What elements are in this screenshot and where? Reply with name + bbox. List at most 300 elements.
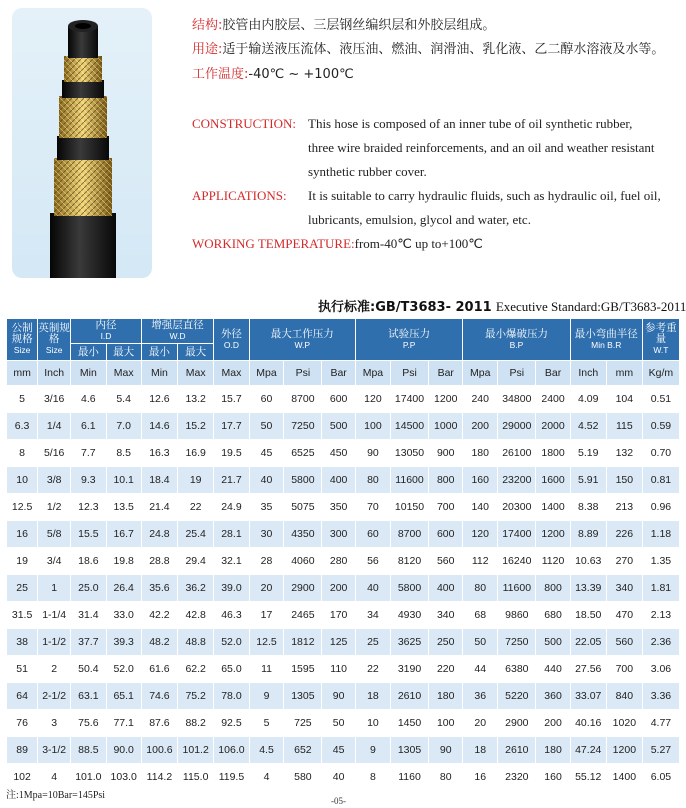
header-wt [643,319,679,360]
unit-cell: Bar [322,361,355,385]
table-row [7,413,679,439]
table-cell: 9860 [498,602,535,628]
table-cell: 17.7 [214,413,248,439]
table-cell: 470 [607,602,642,628]
table-cell: 1200 [607,737,642,763]
table-cell: 5.27 [643,737,679,763]
table-cell: 1800 [536,440,569,466]
table-cell: 6.1 [71,413,105,439]
table-cell: 1.18 [643,521,679,547]
unit-cell: Min [71,361,105,385]
table-cell: 21.7 [214,467,248,493]
table-cell: 19.5 [214,440,248,466]
table-cell: 500 [536,629,569,655]
table-cell: 4.6 [71,386,105,412]
table-cell: 29.4 [178,548,213,574]
table-cell: 8700 [391,521,428,547]
table-cell: 1000 [429,413,462,439]
table-cell: 0.81 [643,467,679,493]
table-cell: 11600 [498,575,535,601]
table-cell: 560 [429,548,462,574]
table-cell: 44 [463,656,497,682]
header-id [71,319,141,343]
cn-applications [192,38,664,57]
standard-code: GB/T3683- 2011 [375,300,492,315]
table-cell: 1200 [429,386,462,412]
table-cell: 3.36 [643,683,679,709]
en-temperature [192,236,483,252]
table-cell: 20 [463,710,497,736]
table-cell: 13.5 [107,494,141,520]
cn-temperature-label: 工作温度: [192,67,249,82]
table-cell: 1-1/2 [38,629,70,655]
table-cell: 25.4 [178,521,213,547]
table-cell: 40 [322,764,355,790]
table-cell: 3/16 [38,386,70,412]
table-cell: 90 [429,737,462,763]
table-cell: 10150 [391,494,428,520]
table-cell: 48.2 [142,629,177,655]
table-cell: 100 [356,413,390,439]
table-cell: 19.8 [107,548,141,574]
table-cell: 31.4 [71,602,105,628]
table-cell: 74.6 [142,683,177,709]
table-cell: 7.7 [71,440,105,466]
unit-cell: Mpa [463,361,497,385]
table-cell: 1120 [536,548,569,574]
table-cell: 200 [536,710,569,736]
table-cell: 14500 [391,413,428,439]
cn-applications-text: 适于输送液压流体、液压油、燃油、润滑油、乳化液、乙二醇水溶液及水等。 [222,42,665,57]
table-cell: 7250 [284,413,321,439]
table-cell: 15.2 [178,413,213,439]
unit-cell: Inch [571,361,606,385]
en-construction-line-2: three wire braided reinforcements, and an oil and weather resistant [308,140,655,155]
table-cell: 60 [250,386,284,412]
table-cell: 5.19 [571,440,606,466]
table-cell: 8.38 [571,494,606,520]
table-cell: 5220 [498,683,535,709]
table-cell: 16.3 [142,440,177,466]
unit-cell: Psi [498,361,535,385]
table-cell: 110 [322,656,355,682]
cn-applications-label: 用途: [192,42,223,57]
header-wt-cn: 参考重量 [645,322,677,345]
table-cell: 5.91 [571,467,606,493]
table-cell: 11 [250,656,284,682]
table-row [7,764,679,790]
table-cell: 32.1 [214,548,248,574]
table-cell: 5 [7,386,37,412]
table-cell: 10 [356,710,390,736]
table-cell: 5.4 [107,386,141,412]
table-cell: 0.96 [643,494,679,520]
table-cell: 140 [463,494,497,520]
table-cell: 125 [322,629,355,655]
table-cell: 23200 [498,467,535,493]
table-cell: 18.50 [571,602,606,628]
table-cell: 450 [322,440,355,466]
table-cell: 34 [356,602,390,628]
table-cell: 35 [250,494,284,520]
table-cell: 39.3 [107,629,141,655]
spec-table-body [7,361,679,790]
header-id-min: 最小 [71,344,105,360]
table-cell: 61.6 [142,656,177,682]
unit-cell: Max [107,361,141,385]
table-cell: 200 [463,413,497,439]
table-cell: 3-1/2 [38,737,70,763]
table-cell: 4 [38,764,70,790]
table-cell: 50.4 [71,656,105,682]
unit-cell: Mpa [356,361,390,385]
table-cell: 2900 [498,710,535,736]
table-cell: 2000 [536,413,569,439]
table-cell: 180 [463,440,497,466]
table-cell: 270 [607,548,642,574]
table-cell: 35.6 [142,575,177,601]
table-cell: 1.35 [643,548,679,574]
table-cell: 114.2 [142,764,177,790]
table-cell: 12.3 [71,494,105,520]
table-cell: 40.16 [571,710,606,736]
table-cell: 28.1 [214,521,248,547]
standard-en: Executive Standard:GB/T3683-2011 [495,299,686,314]
table-cell: 7.0 [107,413,141,439]
header-pp [356,319,462,360]
hose-product-image [12,8,152,278]
table-cell: 170 [322,602,355,628]
table-cell: 6.3 [7,413,37,439]
table-cell: 100 [429,710,462,736]
table-cell: 2610 [391,683,428,709]
table-cell: 220 [429,656,462,682]
spec-table [6,318,680,791]
table-cell: 150 [607,467,642,493]
table-cell: 600 [322,386,355,412]
table-cell: 4930 [391,602,428,628]
header-wd-min: 最小 [142,344,177,360]
table-cell: 46.3 [214,602,248,628]
table-cell: 600 [429,521,462,547]
table-cell: 8.89 [571,521,606,547]
table-cell: 75.2 [178,683,213,709]
table-cell: 51 [7,656,37,682]
unit-cell: Bar [429,361,462,385]
table-cell: 200 [322,575,355,601]
header-pp-cn: 试验压力 [388,327,431,340]
table-cell: 680 [536,602,569,628]
table-cell: 18.4 [142,467,177,493]
table-cell: 6525 [284,440,321,466]
table-cell: 652 [284,737,321,763]
unit-cell: Min [142,361,177,385]
unit-cell: Mpa [250,361,284,385]
header-id-en: I.D [100,331,112,341]
table-cell: 840 [607,683,642,709]
header-bp-en: B.P [509,339,524,350]
table-row [7,467,679,493]
table-cell: 80 [463,575,497,601]
table-cell: 65.1 [107,683,141,709]
unit-note: 注:1Mpa=10Bar=145Psi [6,790,106,801]
table-row [7,521,679,547]
table-cell: 22 [178,494,213,520]
table-cell: 12.5 [7,494,37,520]
table-cell: 440 [536,656,569,682]
table-cell: 55.12 [571,764,606,790]
table-cell: 10.1 [107,467,141,493]
table-cell: 180 [429,683,462,709]
table-cell: 580 [284,764,321,790]
table-cell: 39.0 [214,575,248,601]
table-cell: 240 [463,386,497,412]
table-cell: 1305 [391,737,428,763]
table-cell: 120 [463,521,497,547]
table-row [7,548,679,574]
table-cell: 36 [463,683,497,709]
table-cell: 226 [607,521,642,547]
table-cell: 47.24 [571,737,606,763]
table-cell: 89 [7,737,37,763]
table-cell: 13050 [391,440,428,466]
header-wp-cn: 最大工作压力 [270,327,334,340]
table-cell: 5/16 [38,440,70,466]
table-cell: 28 [250,548,284,574]
table-cell: 26100 [498,440,535,466]
table-cell: 50 [463,629,497,655]
table-cell: 90 [322,683,355,709]
table-cell: 2-1/2 [38,683,70,709]
table-cell: 800 [429,467,462,493]
table-cell: 103.0 [107,764,141,790]
header-bp [463,319,569,360]
header-od [214,319,248,360]
table-cell: 38 [7,629,37,655]
table-row [7,683,679,709]
header-wp-en: W.P [294,339,311,350]
table-cell: 22.05 [571,629,606,655]
table-cell: 5800 [284,467,321,493]
table-cell: 0.59 [643,413,679,439]
table-row [7,440,679,466]
en-applications-line-1: It is suitable to carry hydraulic fluids, such as hydraulic oil, fuel oil, [308,188,661,203]
table-cell: 8120 [391,548,428,574]
table-cell: 29000 [498,413,535,439]
table-cell: 8 [356,764,390,790]
table-cell: 16.9 [178,440,213,466]
table-cell: 4.09 [571,386,606,412]
table-cell: 700 [607,656,642,682]
table-cell: 180 [536,737,569,763]
table-cell: 15.5 [71,521,105,547]
table-cell: 1-1/4 [38,602,70,628]
table-cell: 52.0 [214,629,248,655]
table-cell: 100.6 [142,737,177,763]
table-cell: 340 [607,575,642,601]
table-cell: 1400 [536,494,569,520]
table-cell: 4060 [284,548,321,574]
table-cell: 120 [356,386,390,412]
table-cell: 45 [250,440,284,466]
table-cell: 4.5 [250,737,284,763]
table-cell: 300 [322,521,355,547]
table-cell: 101.2 [178,737,213,763]
table-cell: 6380 [498,656,535,682]
table-cell: 14.6 [142,413,177,439]
table-row [7,575,679,601]
cn-construction [192,14,495,33]
table-cell: 63.1 [71,683,105,709]
table-cell: 2465 [284,602,321,628]
table-cell: 75.6 [71,710,105,736]
table-cell: 350 [322,494,355,520]
table-cell: 1450 [391,710,428,736]
table-cell: 1/4 [38,413,70,439]
table-cell: 8.5 [107,440,141,466]
table-cell: 112 [463,548,497,574]
table-cell: 12.6 [142,386,177,412]
standard-cn-label: 执行标准: [318,300,376,315]
page-number: -05- [331,796,346,806]
header-metric-size [7,319,37,360]
header-imperial-size [38,319,70,360]
table-cell: 16240 [498,548,535,574]
table-cell: 1400 [607,764,642,790]
table-cell: 76 [7,710,37,736]
table-cell: 3/8 [38,467,70,493]
header-br-cn: 最小弯曲半径 [574,327,638,340]
table-cell: 4.52 [571,413,606,439]
en-temperature-text: from-40℃ up to+100℃ [354,236,483,251]
table-cell: 19 [7,548,37,574]
table-cell: 360 [536,683,569,709]
table-cell: 33.07 [571,683,606,709]
table-cell: 18.6 [71,548,105,574]
table-cell: 0.51 [643,386,679,412]
table-cell: 3.06 [643,656,679,682]
table-cell: 62.2 [178,656,213,682]
en-construction-label: CONSTRUCTION: [192,116,297,131]
header-wd [142,319,213,343]
table-cell: 1.81 [643,575,679,601]
table-cell: 16.7 [107,521,141,547]
table-cell: 6.05 [643,764,679,790]
unit-cell: Inch [38,361,70,385]
table-cell: 42.8 [178,602,213,628]
table-cell: 88.5 [71,737,105,763]
table-row [7,656,679,682]
table-cell: 500 [322,413,355,439]
unit-cell: mm [607,361,642,385]
table-cell: 64 [7,683,37,709]
table-cell: 5 [250,710,284,736]
table-row [7,494,679,520]
table-cell: 80 [356,467,390,493]
table-cell: 102 [7,764,37,790]
header-pp-en: P.P [402,339,416,350]
cn-construction-text: 胶管由内胶层、三层钢丝编织层和外胶层组成。 [222,18,496,33]
en-applications-line-2: lubricants, emulsion, glycol and water, etc. [308,212,531,227]
table-cell: 2.36 [643,629,679,655]
header-wd-max: 最大 [178,344,213,360]
table-cell: 34800 [498,386,535,412]
table-cell: 17 [250,602,284,628]
table-cell: 20300 [498,494,535,520]
unit-cell: Max [178,361,213,385]
header-wd-cn: 增强层直径 [151,319,204,331]
table-cell: 33.0 [107,602,141,628]
header-od-en: O.D [223,339,239,350]
table-cell: 2400 [536,386,569,412]
table-cell: 87.6 [142,710,177,736]
unit-cell: Kg/m [643,361,679,385]
table-cell: 132 [607,440,642,466]
table-cell: 15.7 [214,386,248,412]
table-cell: 16 [463,764,497,790]
table-cell: 36.2 [178,575,213,601]
table-cell: 37.7 [71,629,105,655]
table-cell: 900 [429,440,462,466]
table-cell: 8700 [284,386,321,412]
header-id-max: 最大 [107,344,141,360]
table-cell: 0.70 [643,440,679,466]
table-cell: 115 [607,413,642,439]
table-cell: 13.39 [571,575,606,601]
header-metric-size-en: Size [13,345,31,355]
table-cell: 19 [178,467,213,493]
table-cell: 25.0 [71,575,105,601]
table-cell: 48.8 [178,629,213,655]
table-cell: 50 [250,413,284,439]
table-cell: 27.56 [571,656,606,682]
table-cell: 31.5 [7,602,37,628]
table-cell: 400 [322,467,355,493]
header-od-cn: 外径 [220,327,242,340]
table-cell: 1595 [284,656,321,682]
header-wp [250,319,355,360]
table-cell: 21.4 [142,494,177,520]
table-cell: 56 [356,548,390,574]
table-cell: 5075 [284,494,321,520]
table-cell: 280 [322,548,355,574]
table-cell: 400 [429,575,462,601]
table-cell: 104 [607,386,642,412]
table-row [7,710,679,736]
unit-cell: Psi [284,361,321,385]
en-construction-line-1: This hose is composed of an inner tube of oil synthetic rubber, [308,116,633,131]
table-cell: 13.2 [178,386,213,412]
table-cell: 50 [322,710,355,736]
table-cell: 92.5 [214,710,248,736]
table-cell: 10.63 [571,548,606,574]
unit-cell: Max [214,361,248,385]
cn-temperature-text: -40℃ ~ +100℃ [248,67,354,82]
table-cell: 16 [7,521,37,547]
table-cell: 9 [356,737,390,763]
unit-cell: Psi [391,361,428,385]
table-cell: 40 [250,467,284,493]
table-cell: 18 [356,683,390,709]
table-cell: 1 [38,575,70,601]
header-bp-cn: 最小爆破压力 [484,327,548,340]
table-cell: 22 [356,656,390,682]
table-cell: 25 [7,575,37,601]
table-cell: 60 [356,521,390,547]
table-cell: 30 [250,521,284,547]
table-cell: 5/8 [38,521,70,547]
table-cell: 2320 [498,764,535,790]
